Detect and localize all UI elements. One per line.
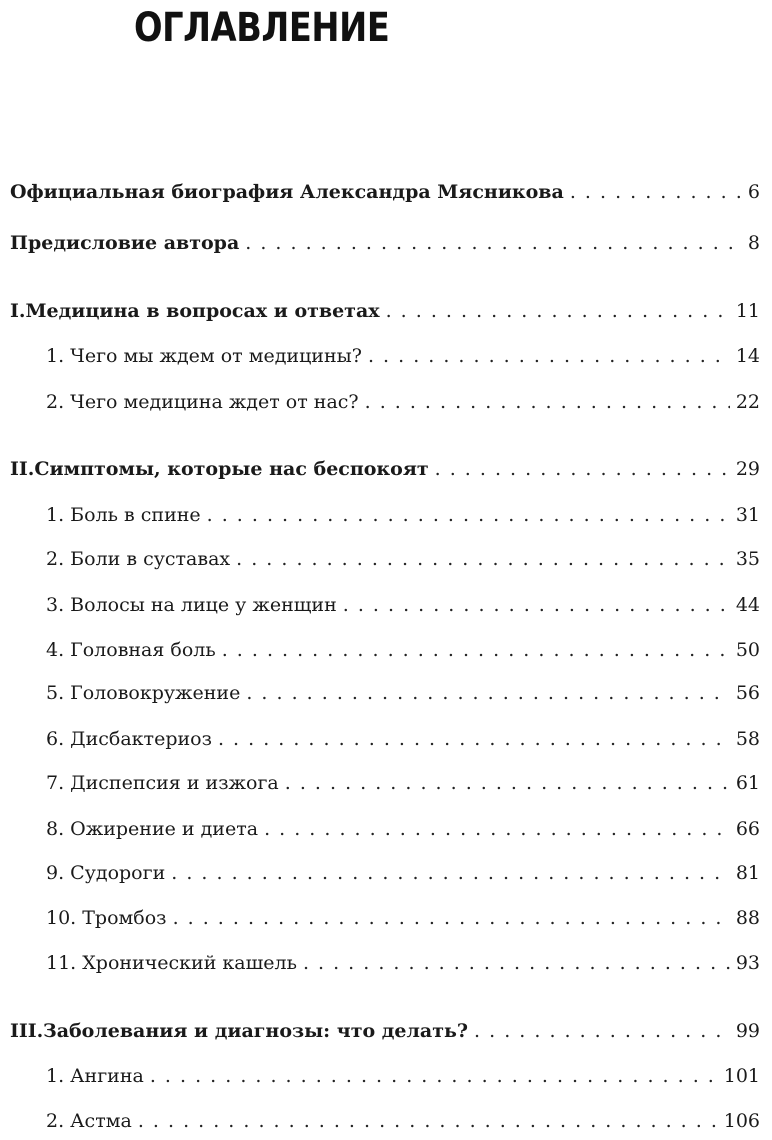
toc-entry-label: 11. Хронический кашель: [46, 952, 297, 974]
toc-page-number: 58: [735, 728, 760, 750]
toc-page-number: 101: [723, 1065, 760, 1087]
toc-entry-label: 2. Боли в суставах: [46, 548, 231, 570]
toc-page-number: 11: [735, 300, 760, 322]
toc-page-number: 106: [723, 1110, 760, 1132]
dot-leader: [150, 1063, 718, 1089]
toc-page-number: 8: [747, 232, 760, 254]
dot-leader: [365, 389, 730, 415]
toc-entry-label: 4. Головная боль: [46, 639, 216, 661]
dot-leader: [570, 179, 742, 205]
part-numeral: II.: [10, 458, 35, 480]
toc-entry-label: 2. Астма: [46, 1110, 132, 1132]
toc-page-number: 22: [735, 391, 760, 413]
toc-page-number: 93: [735, 952, 760, 974]
dot-leader: [285, 770, 730, 796]
page-title: ОГЛАВЛЕНИЕ: [134, 5, 390, 51]
toc-subentry[interactable]: [46, 502, 760, 528]
toc-entry-label: 9. Судороги: [46, 862, 166, 884]
toc-entry-preface[interactable]: [10, 230, 760, 256]
toc-entry-label: Медицина в вопросах и ответах: [25, 300, 380, 322]
dot-leader: [245, 230, 742, 256]
toc-part-3[interactable]: [10, 1018, 760, 1044]
toc-page-number: 81: [735, 862, 760, 884]
toc-subentry[interactable]: [46, 950, 760, 976]
toc-subentry[interactable]: [46, 816, 760, 842]
toc-subentry[interactable]: [46, 1108, 760, 1134]
toc-subentry[interactable]: [46, 592, 760, 618]
part-numeral: I.: [10, 300, 26, 322]
dot-leader: [171, 860, 730, 886]
toc-entry-label: 3. Волосы на лице у женщин: [46, 594, 337, 616]
dot-leader: [303, 950, 730, 976]
toc-page-number: 88: [735, 907, 760, 929]
dot-leader: [368, 343, 730, 369]
dot-leader: [236, 546, 730, 572]
toc-page-number: 6: [747, 181, 760, 203]
part-numeral: III.: [10, 1020, 44, 1042]
dot-leader: [264, 816, 730, 842]
toc-page-number: 61: [735, 772, 760, 794]
toc-subentry[interactable]: [46, 726, 760, 752]
dot-leader: [386, 298, 730, 324]
toc-entry-label: 2. Чего медицина ждет от нас?: [46, 391, 359, 413]
dot-leader: [138, 1108, 718, 1134]
toc-subentry[interactable]: [46, 637, 760, 663]
toc-entry-label: 1. Ангина: [46, 1065, 144, 1087]
toc-subentry[interactable]: [46, 546, 760, 572]
toc-entry-label: Предисловие автора: [10, 232, 240, 254]
toc-page-number: 31: [735, 504, 760, 526]
toc-subentry[interactable]: [46, 860, 760, 886]
toc-part-1[interactable]: [10, 298, 760, 324]
toc-subentry[interactable]: [46, 389, 760, 415]
toc-entry-label: 1. Боль в спине: [46, 504, 201, 526]
toc-subentry[interactable]: [46, 343, 760, 369]
toc-page-number: 50: [735, 639, 760, 661]
dot-leader: [218, 726, 730, 752]
toc-page-number: 44: [735, 594, 760, 616]
toc-subentry[interactable]: [46, 1063, 760, 1089]
toc-page-number: 35: [735, 548, 760, 570]
toc-entry-label: Заболевания и диагнозы: что делать?: [43, 1020, 469, 1042]
toc-entry-label: Симптомы, которые нас беспокоят: [34, 458, 429, 480]
dot-leader: [474, 1018, 730, 1044]
toc-entry-label: 7. Диспепсия и изжога: [46, 772, 279, 794]
dot-leader: [207, 502, 730, 528]
toc-entry-label: 5. Головокружение: [46, 682, 241, 704]
toc-entry-label: 8. Ожирение и диета: [46, 818, 259, 840]
toc-subentry[interactable]: [46, 680, 760, 706]
toc-entry-label: 10. Тромбоз: [46, 907, 167, 929]
toc-entry-label: 1. Чего мы ждем от медицины?: [46, 345, 362, 367]
toc-page-number: 56: [735, 682, 760, 704]
toc-page-number: 14: [735, 345, 760, 367]
toc-subentry[interactable]: [46, 770, 760, 796]
toc-page-number: 29: [735, 458, 760, 480]
toc-page-number: 66: [735, 818, 760, 840]
dot-leader: [435, 456, 730, 482]
toc-entry-label: 6. Дисбактериоз: [46, 728, 212, 750]
toc-entry-label: Официальная биография Александра Мясникова: [10, 181, 564, 203]
dot-leader: [173, 905, 730, 931]
toc-entry-biography[interactable]: [10, 179, 760, 205]
dot-leader: [246, 680, 729, 706]
toc-subentry[interactable]: [46, 905, 760, 931]
toc-part-2[interactable]: [10, 456, 760, 482]
toc-page-number: 99: [735, 1020, 760, 1042]
dot-leader: [343, 592, 730, 618]
dot-leader: [222, 637, 730, 663]
